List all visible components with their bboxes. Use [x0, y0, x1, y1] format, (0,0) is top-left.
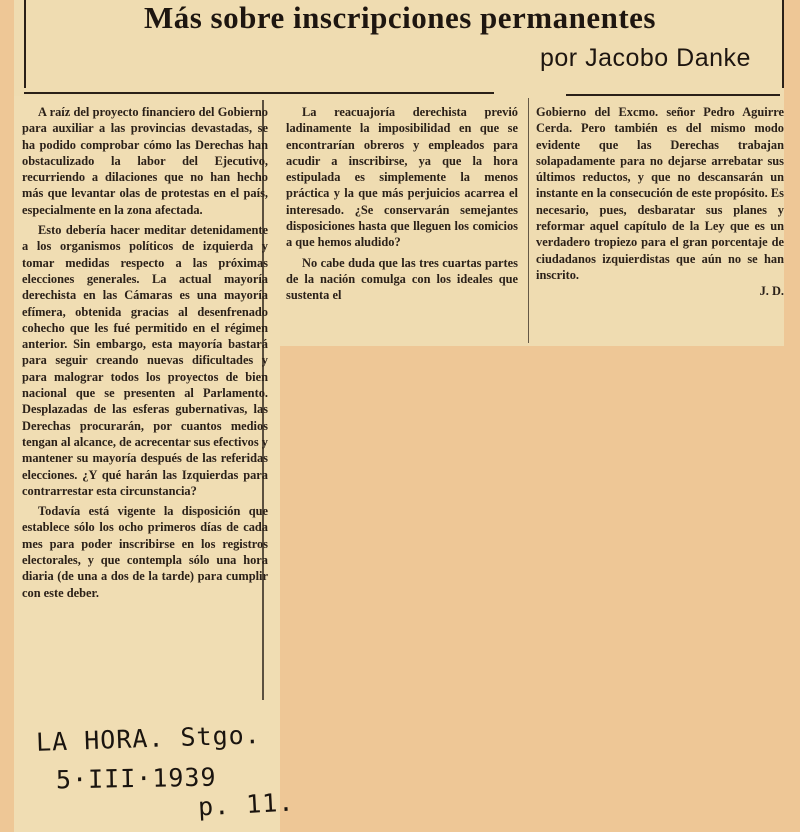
article-column-3 — [536, 104, 784, 300]
paragraph: Gobierno del Excmo. señor Pedro Aguirre Cerda. Pero también es del mismo modo evidente que las Derechas trabajan solapadamente para no dejarse arrebatar sus últimos reductos, y que no descansarán un instante en la consecución de este propósito. Es necesario, pues, desbaratar sus planes y reformar aquel capítulo de la Ley que es un verdadero tropiezo para el gran porcentaje de ciudadanos izquierdistas que aún no se han inscrito. — [536, 105, 784, 282]
handwritten-date: 5·III·1939 — [55, 762, 217, 795]
handwritten-page: p. 11. — [197, 787, 296, 822]
paragraph: Esto debería hacer meditar detenidamente a los organismos políticos de izquierda y tomar medidas respecto a las próximas elecciones generales. La actual mayoría derechista en las Cámaras es una mayoría efímera, obtenida gracias al desenfrenado cohecho que les fué permitido en el régimen anterior. Sin embargo, esta mayoría bastará para seguir creando nuevas dificultades y para malograr todos los proyectos de bien nacional que se presenten al Parlamento. Desplazadas de las esferas gubernativas, las Derechas procurarán, por cuantos medios tengan al alcance, de acrecentar sus efectivos y mantener su mayoría después de las referidas elecciones. ¿Y qué harán las Izquierdas para contrarrestar esta circunstancia? — [22, 223, 268, 498]
paragraph: No cabe duda que las tres cuartas partes de la nación comulga con los ideales que sustenta el — [286, 255, 518, 303]
article-title: Más sobre inscripciones permanentes — [143, 0, 657, 35]
article-column-2 — [286, 104, 518, 304]
author-initials: J. D. — [759, 284, 784, 299]
paragraph: La reacuajoría derechista previó ladinamente la imposibilidad en que se encontrarían obreros y empleados para acudir a inscribirse, ya que la hora estipulada es simplemente la menos práctica y la que más perjuicios acarrea el interesado. ¿Se conservarán semejantes disposiciones hasta que lleguen los comicios a que hemos aludido? — [286, 105, 518, 250]
column-divider-2 — [528, 98, 529, 343]
header-rule-right — [566, 94, 780, 96]
article-byline: por Jacobo Danke — [540, 44, 751, 72]
paragraph: A raíz del proyecto financiero del Gobierno para auxiliar a las provincias devastadas, se ha podido comprobar cómo las Derechas han obstaculizado la labor del Ejecutivo, recurriendo a dilaciones que no han hecho más que levantar olas de protestas en el país, especialmente en la zona afectada. — [22, 105, 268, 217]
paragraph: Todavía está vigente la disposición que establece sólo los ocho primeros días de cada mes para poder inscribirse en los registros electorales, y que contempla sólo una hora diaria (de una a dos de la tarde) para cumplir con este deber. — [22, 504, 268, 600]
handwritten-source: LA HORA. Stgo. — [35, 720, 262, 757]
header-rule-left — [24, 92, 494, 94]
article-column-1 — [22, 104, 268, 601]
